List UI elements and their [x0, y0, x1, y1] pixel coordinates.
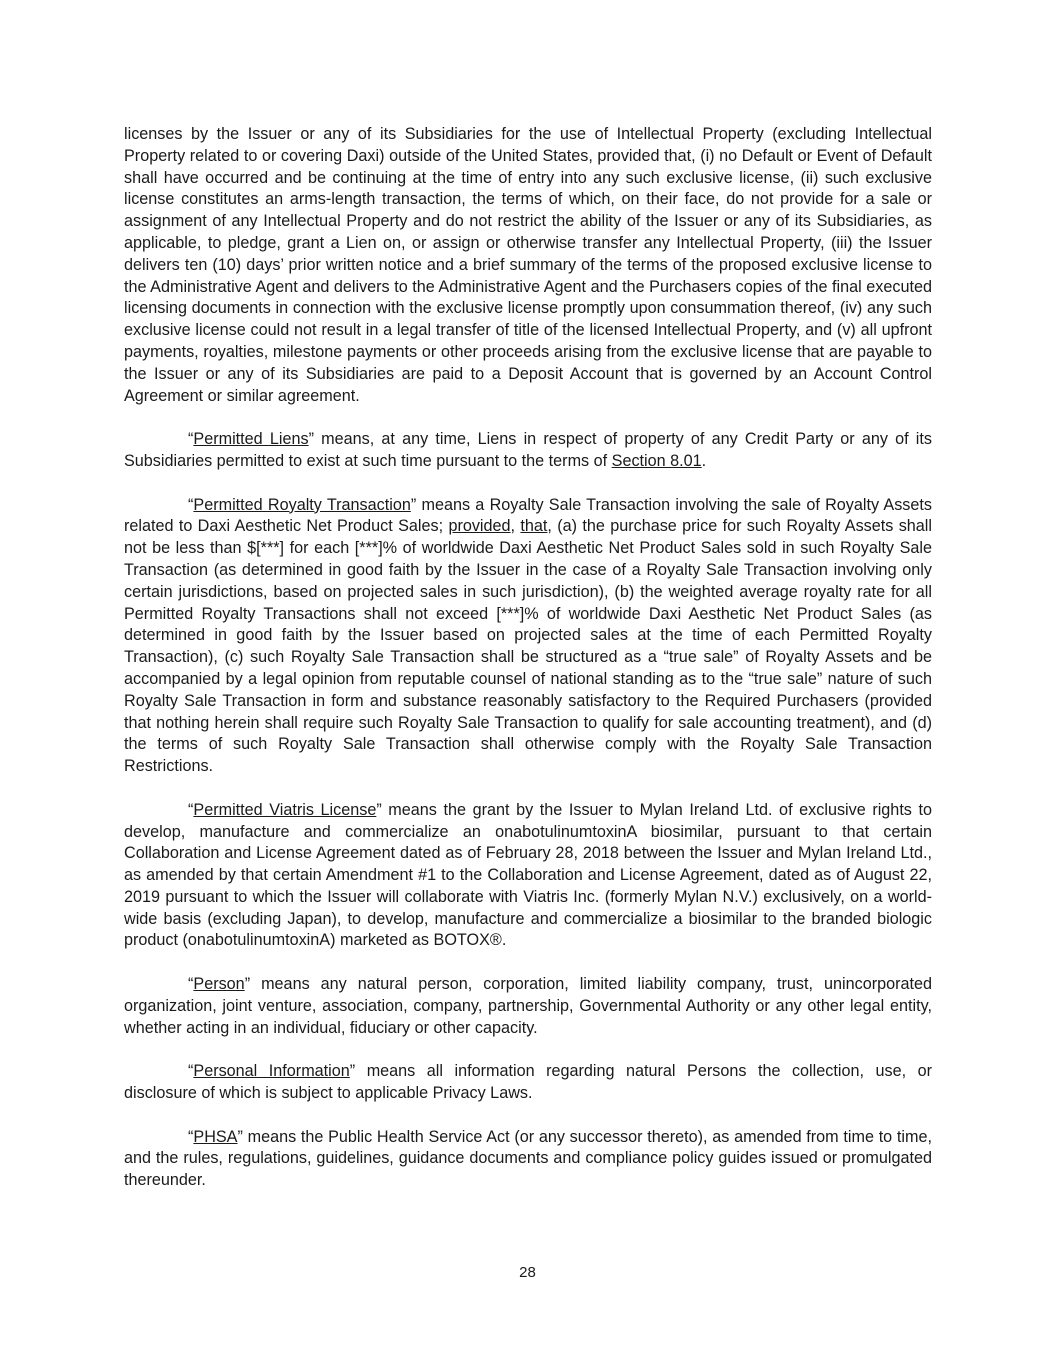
definition-body: means any natural person, corporation, limited liability company, trust, unincorporated organization, joint venture, association, company, partnership, Governmental Authority or any other legal entity, whether acting in an individual, fiduciary or other capacity.	[124, 975, 932, 1037]
definition-permitted-viatris-license	[124, 800, 932, 953]
definition-phsa	[124, 1127, 932, 1192]
defined-term: Person	[193, 975, 245, 994]
definition-permitted-liens	[124, 429, 932, 473]
open-quote: “	[188, 975, 194, 994]
defined-term: Permitted Liens	[193, 430, 309, 449]
definition-tail: .	[701, 451, 707, 470]
definition-body-continued: , (a) the purchase price for such Royalty Assets shall not be less than $[***] for each [***]% of worldwide Daxi Aesthetic Net Product Sales sold in such Royalty Sale Transaction (as determined in good faith by the Issuer in the case of a Royalty Sale Transaction involving only certain jurisdictions, based on projected sales in such jurisdiction), (b) the weighted average royalty rate for all Permitted Royalty Transactions shall not exceed [***]% of worldwide Daxi Aesthetic Net Product Sales (as determined in good faith by the Issuer based on projected sales at the time of each Permitted Royalty Transaction), (c) such Royalty Sale Transaction shall be structured as a “true sale” of Royalty Assets and be accompanied by a legal opinion from reputable counsel of national standing as to the “true sale” nature of such Royalty Sale Transaction in form and substance reasonably satisfactory to the Required Purchasers (provided that nothing herein shall require such Royalty Sale Transaction to qualify for sale accounting treatment), and (d) the terms of such Royalty Sale Transaction shall otherwise comply with the Royalty Sale Transaction Restrictions.	[124, 517, 932, 776]
page-number: 28	[519, 1264, 536, 1281]
close-quote: ”	[308, 430, 314, 449]
open-quote: “	[188, 1062, 194, 1081]
open-quote: “	[188, 430, 194, 449]
close-quote: ”	[376, 800, 382, 819]
definition-body: means, at any time, Liens in respect of property of any Credit Party or any of its Subsidiaries permitted to exist at such time pursuant to the terms of	[124, 430, 932, 470]
that-keyword: that	[520, 517, 548, 536]
close-quote: ”	[410, 495, 417, 514]
open-quote: “	[188, 1127, 194, 1146]
defined-term: Personal Information	[193, 1062, 350, 1081]
provided-keyword: provided	[448, 517, 511, 536]
separator: ,	[510, 517, 521, 536]
close-quote: ”	[237, 1127, 243, 1146]
definition-personal-information	[124, 1061, 932, 1105]
definition-body: means the Public Health Service Act (or any successor thereto), as amended from time to time, and the rules, regulations, guidelines, guidance documents and compliance policy guides issued or promulgated thereunder.	[124, 1127, 932, 1190]
close-quote: ”	[349, 1062, 356, 1081]
definition-person	[124, 974, 932, 1039]
definition-body: means all information regarding natural Persons the collection, use, or disclosure of which is subject to applicable Privacy Laws.	[124, 1062, 932, 1103]
open-quote: “	[188, 495, 194, 514]
defined-term: Permitted Royalty Transaction	[193, 495, 411, 514]
continuation-paragraph	[124, 124, 932, 407]
section-reference: Section 8.01	[611, 451, 702, 470]
defined-term: PHSA	[193, 1127, 238, 1146]
definition-permitted-royalty-transaction	[124, 495, 932, 778]
open-quote: “	[188, 800, 194, 819]
continuation-text: licenses by the Issuer or any of its Subsidiaries for the use of Intellectual Property (excluding Intellectual Property related to or covering Daxi) outside of the United States, provided that, (i) no Default or Event of Default shall have occurred and be continuing at the time of entry into any such exclusive license, (ii) such exclusive license constitutes an arms-length transaction, the terms of which, on their face, do not provide for a sale or assignment of any Intellectual Property and do not restrict the ability of the Issuer or any of its Subsidiaries, as applicable, to pledge, grant a Lien on, or assign or otherwise transfer any Intellectual Property, (iii) the Issuer delivers ten (10) days’ prior written notice and a brief summary of the terms of the proposed exclusive license to the Administrative Agent and delivers to the Administrative Agent and the Purchasers copies of the final executed licensing documents in connection with the exclusive license promptly upon consummation thereof, (iv) any such exclusive license could not result in a legal transfer of title of the licensed Intellectual Property, and (v) all upfront payments, royalties, milestone payments or other proceeds arising from the exclusive license that are payable to the Issuer or any of its Subsidiaries are paid to a Deposit Account that is governed by an Account Control Agreement or similar agreement.	[124, 125, 932, 405]
close-quote: ”	[244, 975, 251, 994]
defined-term: Permitted Viatris License	[193, 800, 377, 819]
document-page	[124, 124, 932, 1214]
definition-body: means a Royalty Sale Transaction involving the sale of Royalty Assets related to Daxi Aesthetic Net Product Sales;	[124, 495, 932, 536]
definition-body: means the grant by the Issuer to Mylan Ireland Ltd. of exclusive rights to develop, manufacture and commercialize an onabotulinumtoxinA biosimilar, pursuant to that certain Collaboration and License Agreement dated as of February 28, 2018 between the Issuer and Mylan Ireland Ltd., as amended by that certain Amendment #1 to the Collaboration and License Agreement, dated as of August 22, 2019 pursuant to which the Issuer will collaborate with Viatris Inc. (formerly Mylan N.V.) exclusively, on a world-wide basis (excluding Japan), to develop, manufacture and commercialize a biosimilar to the branded biologic product (onabotulinumtoxinA) marketed as BOTOX®.	[124, 800, 932, 950]
